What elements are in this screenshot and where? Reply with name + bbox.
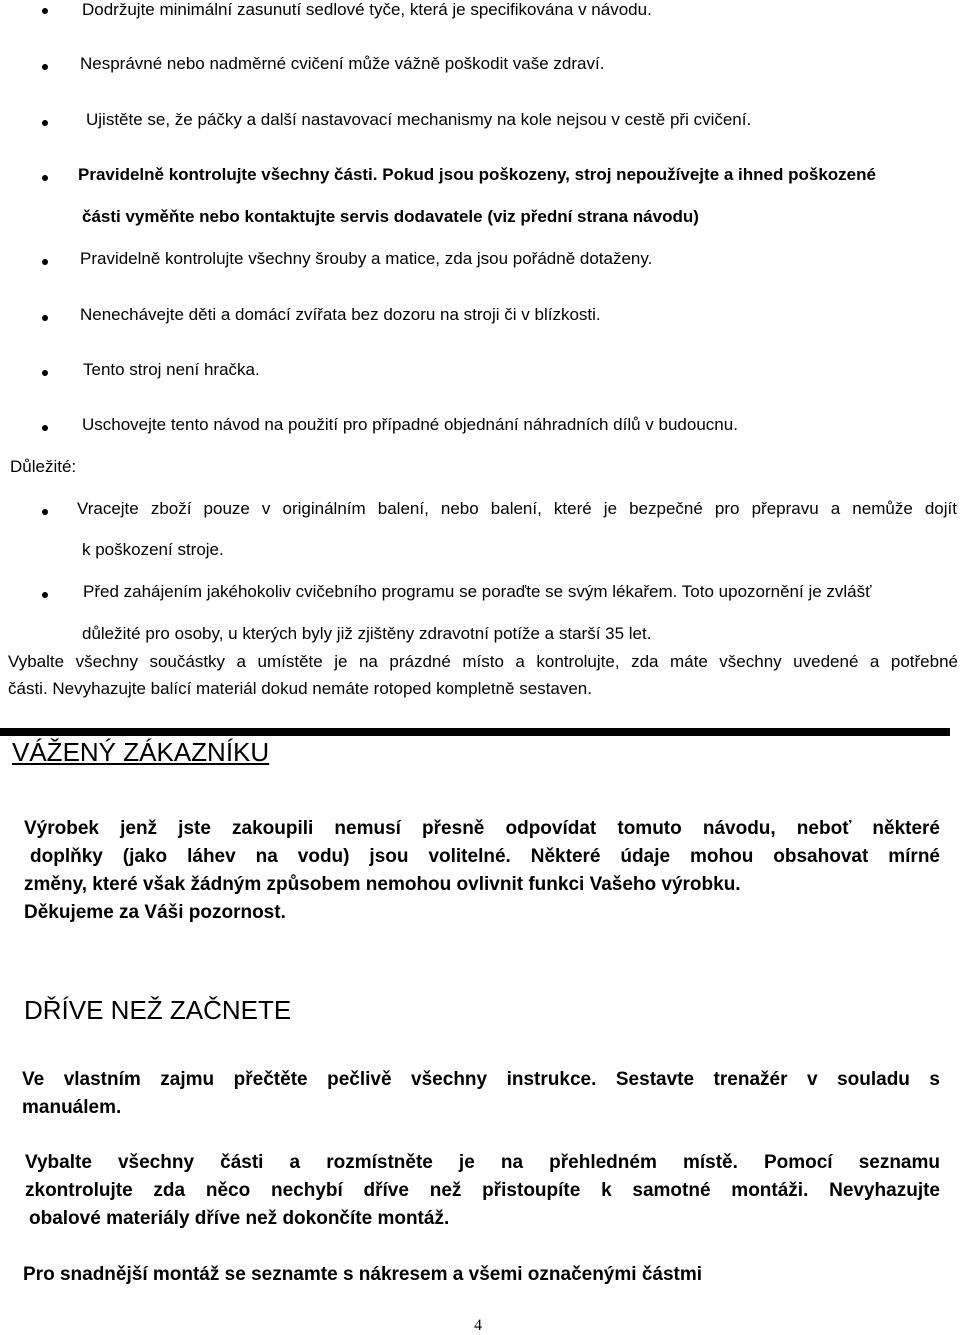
important-item-line1: Před zahájením jakéhokoliv cvičebního programu se poraďte se svým lékařem. Toto upozornění je zvlášť xyxy=(83,582,872,601)
check-item-bold: Pravidelně kontrolujte všechny části. xyxy=(78,165,378,184)
before-para1-line: Ve vlastním zajmu přečtěte pečlivě všechny instrukce. Sestavte trenažér v souladu s xyxy=(22,1069,940,1090)
before-para3: Pro snadnější montáž se seznamte s nákresem a všemi označenými částmi xyxy=(23,1264,703,1285)
bullet-icon xyxy=(42,175,48,181)
divider xyxy=(0,728,950,736)
bullet-icon xyxy=(42,315,48,321)
customer-line: Výrobek jenž jste zakoupili nemusí přesně odpovídat tomuto návodu, neboť některé xyxy=(24,818,940,839)
unpack-paragraph-line2: části. Nevyhazujte balící materiál dokud nemáte rotoped kompletně sestaven. xyxy=(8,679,592,698)
before-para2-line: obalové materiály dříve než dokončíte montáž. xyxy=(29,1208,450,1229)
bullet-icon xyxy=(42,259,48,265)
bullet-icon xyxy=(42,509,48,515)
check-item-line2: části vyměňte nebo kontaktujte servis dodavatele (viz přední strana návodu) xyxy=(82,207,699,226)
safety-item: Pravidelně kontrolujte všechny šrouby a matice, zda jsou pořádně dotaženy. xyxy=(80,249,653,268)
bullet-icon xyxy=(42,592,48,598)
important-item-line2: k poškození stroje. xyxy=(82,540,224,559)
important-item-line1: Vracejte zboží pouze v originálním balení, nebo balení, které je bezpečné pro přepravu a nemůže dojít xyxy=(77,499,957,518)
bullet-icon xyxy=(42,120,48,126)
check-item-line1 xyxy=(78,165,876,185)
customer-line: změny, které však žádným způsobem nemohou ovlivnit funkci Vašeho výrobku. xyxy=(24,874,741,895)
safety-item: Nesprávné nebo nadměrné cvičení může vážně poškodit vaše zdraví. xyxy=(80,54,605,73)
bullet-icon xyxy=(42,370,48,376)
before-para2-line: zkontrolujte zda něco nechybí dříve než přistoupíte k samotné montáži. Nevyhazujte xyxy=(25,1180,940,1201)
bullet-icon xyxy=(42,64,48,70)
bullet-icon xyxy=(42,8,48,14)
before-heading: DŘÍVE NEŽ ZAČNETE xyxy=(24,995,292,1025)
customer-line: Děkujeme za Váši pozornost. xyxy=(24,902,286,923)
unpack-paragraph-line1: Vybalte všechny součástky a umístěte je na prázdné místo a kontrolujte, zda máte všechny uvedené a potřebné xyxy=(8,652,958,671)
page-number: 4 xyxy=(474,1317,482,1334)
bullet-icon xyxy=(42,425,48,431)
check-item-rest: Pokud jsou poškozeny, stroj nepoužívejte a ihned poškozené xyxy=(377,165,876,184)
safety-item: Uschovejte tento návod na použití pro případné objednání náhradních dílů v budoucnu. xyxy=(82,415,738,434)
customer-heading: VÁŽENÝ ZÁKAZNÍKU xyxy=(12,737,270,767)
before-para2-line: Vybalte všechny části a rozmístněte je na přehledném místě. Pomocí seznamu xyxy=(25,1152,940,1173)
customer-line: doplňky (jako láhev na vodu) jsou volitelné. Některé údaje mohou obsahovat mírné xyxy=(30,846,940,867)
important-label: Důležité: xyxy=(10,457,77,476)
safety-item: Dodržujte minimální zasunutí sedlové tyče, která je specifikována v návodu. xyxy=(82,0,652,19)
safety-item: Ujistěte se, že páčky a další nastavovací mechanismy na kole nejsou v cestě při cvičení. xyxy=(86,110,752,129)
safety-item: Tento stroj není hračka. xyxy=(83,360,260,379)
safety-item: Nenechávejte děti a domácí zvířata bez dozoru na stroji či v blízkosti. xyxy=(80,305,601,324)
before-para1-line: manuálem. xyxy=(22,1097,122,1118)
important-item-line2: důležité pro osoby, u kterých byly již zjištěny zdravotní potíže a starší 35 let. xyxy=(82,624,652,643)
